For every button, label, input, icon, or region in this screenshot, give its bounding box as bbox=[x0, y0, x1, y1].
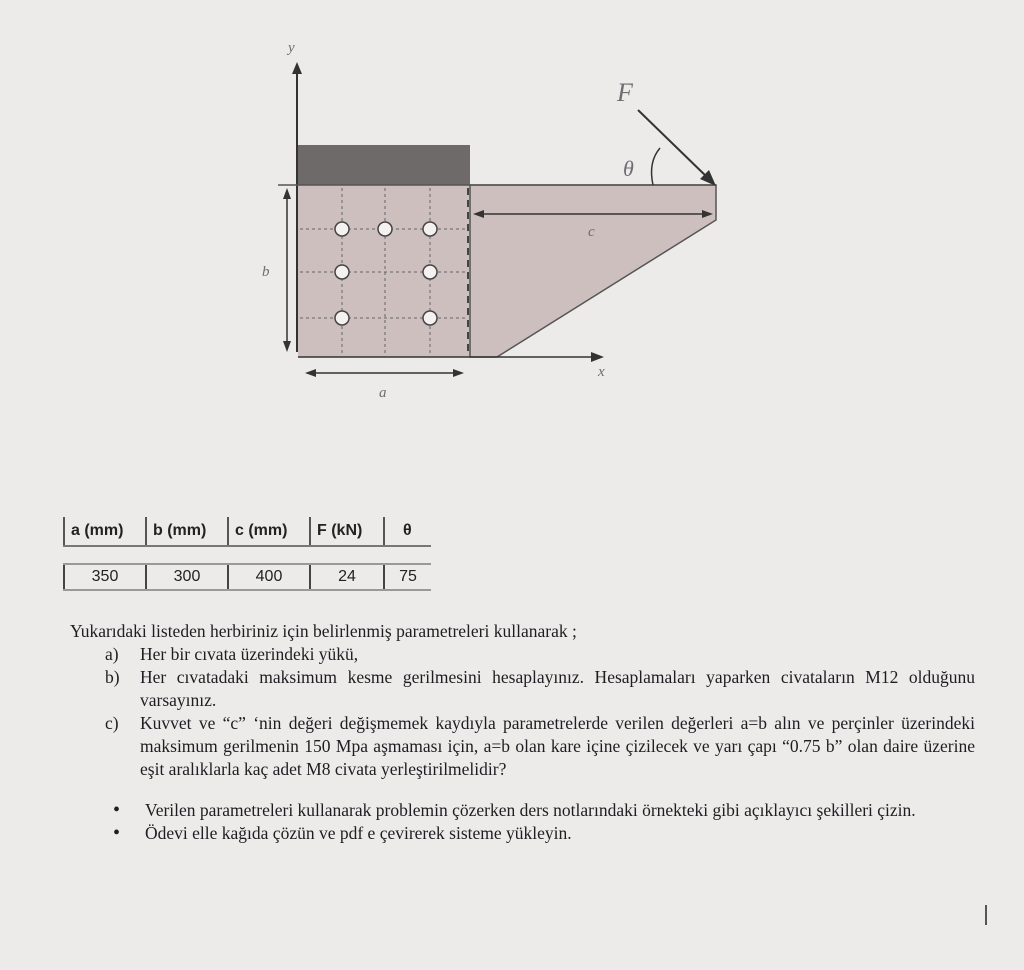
bracket-body bbox=[470, 185, 716, 357]
table-value-row bbox=[64, 564, 431, 590]
question-text: Her bir cıvata üzerindeki yükü, bbox=[140, 644, 359, 664]
force-arrow-line bbox=[638, 110, 708, 178]
bracket-diagram bbox=[0, 0, 1024, 420]
header-f: F (kN) bbox=[310, 517, 384, 546]
bolt bbox=[378, 222, 392, 236]
bolt bbox=[335, 222, 349, 236]
top-plate bbox=[298, 145, 470, 185]
value-a: 350 bbox=[64, 564, 146, 590]
text-cursor bbox=[985, 905, 987, 925]
bolt bbox=[423, 265, 437, 279]
bullet-icon: • bbox=[113, 799, 121, 821]
header-a: a (mm) bbox=[64, 517, 146, 546]
question-marker: a) bbox=[105, 644, 119, 664]
dim-a-label: a bbox=[379, 385, 387, 401]
bolt bbox=[335, 265, 349, 279]
question-text: Her cıvatadaki maksimum kesme gerilmesini hesaplayınız. Hesaplamaları yaparken civataların M12 olduğunu varsayınız. bbox=[140, 667, 975, 710]
y-axis-label: y bbox=[288, 40, 295, 56]
question-list bbox=[70, 643, 975, 781]
x-axis-arrow bbox=[591, 352, 604, 362]
header-b: b (mm) bbox=[146, 517, 228, 546]
dim-c-label: c bbox=[588, 224, 595, 240]
question-item bbox=[70, 712, 975, 781]
value-c: 400 bbox=[228, 564, 310, 590]
value-f: 24 bbox=[310, 564, 384, 590]
bolt bbox=[423, 311, 437, 325]
y-axis-arrow bbox=[292, 62, 302, 74]
bolt bbox=[423, 222, 437, 236]
question-item bbox=[70, 666, 975, 712]
table-header-row bbox=[64, 517, 431, 546]
x-axis-label: x bbox=[598, 364, 605, 380]
problem-text bbox=[70, 620, 975, 845]
header-c: c (mm) bbox=[228, 517, 310, 546]
note-item bbox=[70, 799, 975, 822]
column-plate bbox=[298, 185, 470, 357]
notes-list bbox=[70, 799, 975, 845]
note-text: Verilen parametreleri kullanarak problemin çözerken ders notlarındaki örnekteki gibi açıklayıcı şekilleri çizin. bbox=[145, 800, 916, 820]
value-b: 300 bbox=[146, 564, 228, 590]
note-item bbox=[70, 822, 975, 845]
bolt bbox=[335, 311, 349, 325]
parameter-table bbox=[63, 517, 431, 591]
question-text: Kuvvet ve “c” ‘nin değeri değişmemek kaydıyla parametrelerde verilen değerleri a=b alın ve perçinler üzerindeki maksimum gerilmenin 150 Mpa aşmaması için, a=b olan kare içine çizilecek ve yarı çapı “0.75 b” olan daire üzerine eşit aralıklarla kaç adet M8 civata yerleştirilmelidir? bbox=[140, 713, 975, 779]
dim-b-label: b bbox=[262, 264, 270, 280]
note-text: Ödevi elle kağıda çözün ve pdf e çevirerek sisteme yükleyin. bbox=[145, 823, 572, 843]
angle-arc bbox=[652, 148, 660, 185]
question-marker: c) bbox=[105, 713, 119, 733]
bullet-icon: • bbox=[113, 822, 121, 844]
intro-text: Yukarıdaki listeden herbiriniz için belirlenmiş parametreleri kullanarak ; bbox=[70, 621, 577, 641]
angle-label: θ bbox=[623, 156, 634, 181]
force-label: F bbox=[617, 78, 633, 107]
header-theta: θ bbox=[384, 517, 431, 546]
value-theta: 75 bbox=[384, 564, 431, 590]
question-marker: b) bbox=[105, 667, 120, 687]
question-item bbox=[70, 643, 975, 666]
